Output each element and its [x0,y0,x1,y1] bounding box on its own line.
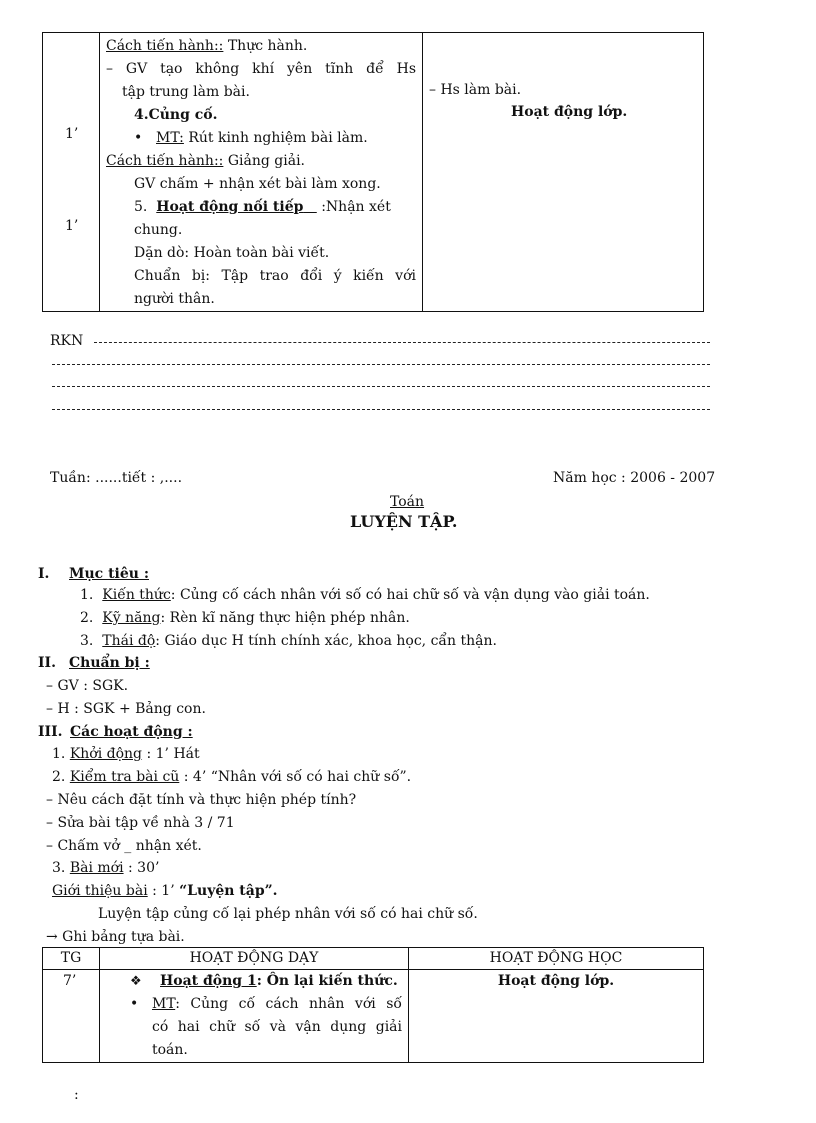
teacher-activity-cell [100,33,423,312]
activity-line: – GV tạo không khí yên tĩnh để Hs [106,61,416,77]
section-number: III. [38,724,63,740]
lesson-title: LUYỆN TẬP. [350,512,458,531]
introduction-detail: → Ghi bảng tựa bài. [46,929,185,945]
objective-line: • MT: Củng cố cách nhân với số [130,993,402,1016]
section-title: Mục tiêu : [69,566,149,582]
objective-line: có hai chữ số và vận dụng giải [152,1019,402,1035]
review-detail: – Chấm vở _ nhận xét. [46,838,202,854]
time-column [43,33,100,312]
student-line: Hoạt động lớp. [497,973,615,989]
section-number: II. [38,655,56,671]
activity-line: Dặn dò: Hoàn toàn bài viết. [134,245,330,261]
rkn-line [52,364,710,365]
week-label: Tuần: ......tiết : ,.... [50,470,183,486]
activity-line: chung. [134,222,183,238]
section-title: Chuẩn bị : [69,655,150,671]
procedure-line: Cách tiến hành:: Thực hành. [106,38,308,54]
diamond-bullet-icon: ❖ [130,974,142,989]
student-activity-cell [409,970,704,1063]
section-number: I. [38,566,50,582]
table-header: HOẠT ĐỘNG DẠY [100,948,409,970]
activity-line: người thân. [134,291,215,307]
review-item: 2. Kiểm tra bài cũ : 4’ “Nhân với số có hai chữ số”. [52,769,412,785]
procedure-line: Cách tiến hành:: Giảng giải. [106,153,305,169]
activity-line: Chuẩn bị: Tập trao đổi ý kiến với [134,268,416,284]
table-header: HOẠT ĐỘNG HỌC [409,948,704,970]
activity-line: tập trung làm bài. [122,84,250,100]
section-title: Các hoạt động : [70,724,193,740]
introduction-detail: Luyện tập củng cố lại phép nhân với số có hai chữ số. [98,906,478,922]
review-detail: – Sửa bài tập về nhà 3 / 71 [46,815,235,831]
followup-line: 5. Hoạt động nối tiếp :Nhận xét [134,199,391,215]
teacher-activity-cell [100,970,409,1063]
school-year: Năm học : 2006 - 2007 [553,470,716,486]
time-cell: 1’ [65,218,79,234]
objective-item: 1. Kiến thức: Củng cố cách nhân với số có hai chữ số và vận dụng vào giải toán. [80,587,650,603]
rkn-label: RKN [50,333,84,349]
student-activity-cell [423,33,704,312]
warmup-item: 1. Khởi động : 1’ Hát [52,746,200,762]
time-cell: 7’ [43,970,100,1063]
time-cell: 1’ [65,126,79,142]
rkn-line [94,342,710,343]
objective-item: 3. Thái độ: Giáo dục H tính chính xác, khoa học, cẩn thận. [80,633,497,649]
footer-mark: : [74,1087,79,1103]
section-heading: 4.Củng cố. [134,107,218,123]
review-detail: – Nêu cách đặt tính và thực hiện phép tính? [46,792,357,808]
introduction-line: Giới thiệu bài : 1’ “Luyện tập”. [52,883,278,899]
activity-table-continued [42,32,704,312]
preparation-item: – H : SGK + Bảng con. [46,701,206,717]
new-lesson-item: 3. Bài mới : 30’ [52,860,160,876]
activity-line: GV chấm + nhận xét bài làm xong. [134,176,381,192]
objective-item: 2. Kỹ năng: Rèn kĩ năng thực hiện phép nhân. [80,610,410,626]
subject-title: Toán [390,494,425,510]
preparation-item: – GV : SGK. [46,678,129,694]
activity-heading: ❖ Hoạt động 1: Ôn lại kiến thức. [130,970,402,993]
rkn-line [52,409,710,410]
student-line: – Hs làm bài. [429,82,522,98]
rkn-line [52,386,710,387]
student-line: Hoạt động lớp. [511,104,628,120]
activity-table [42,947,704,1063]
table-header: TG [43,948,100,970]
objective-line: • MT: Rút kinh nghiệm bài làm. [106,127,416,150]
objective-line: toán. [152,1042,188,1058]
